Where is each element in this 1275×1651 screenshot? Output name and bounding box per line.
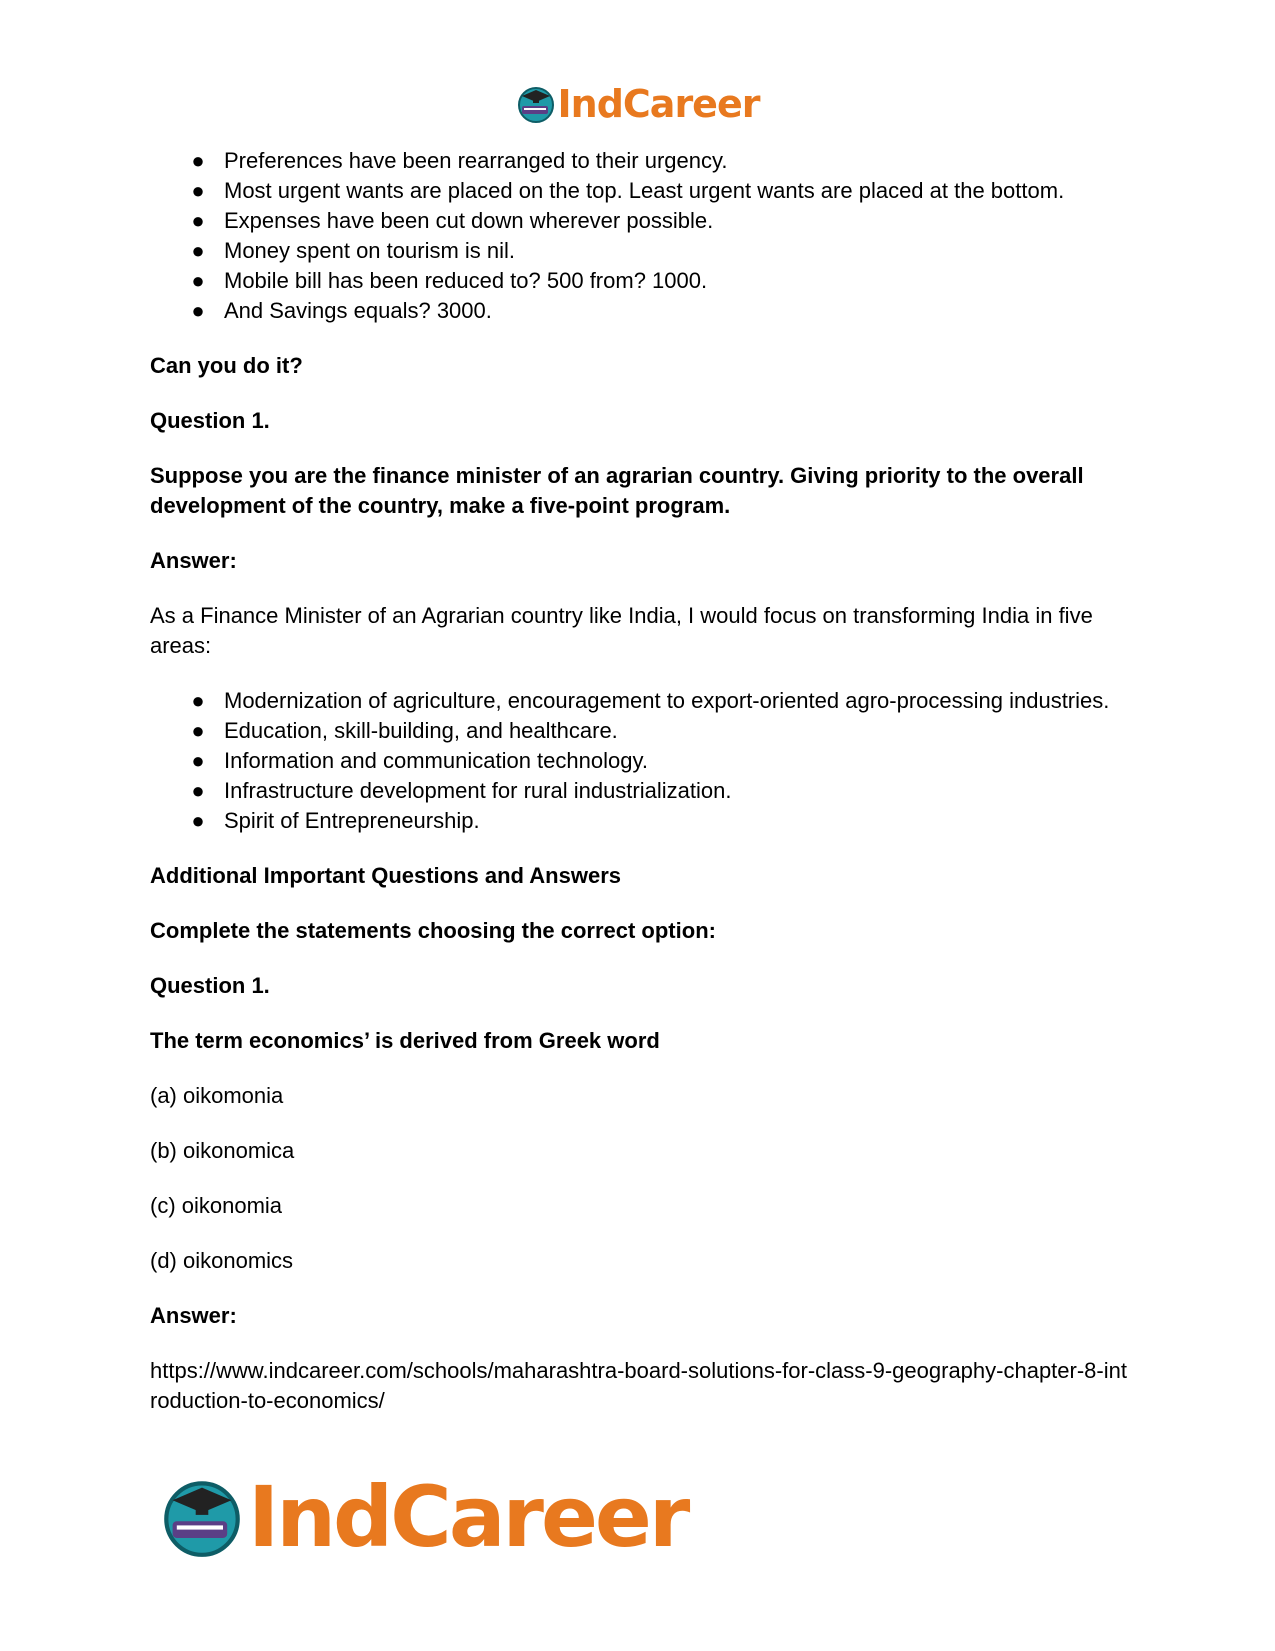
source-url-link[interactable]: https://www.indcareer.com/schools/maharashtra-board-solutions-for-class-9-geography-chapter-8-introduction-to-economics/ bbox=[150, 1358, 1127, 1413]
option-d: (d) oikonomics bbox=[150, 1248, 294, 1273]
answer-label: Answer: bbox=[150, 1303, 237, 1328]
graduation-cap-globe-icon bbox=[516, 84, 556, 124]
footer-logo-text: IndCareer bbox=[248, 1468, 688, 1566]
list-item: ● Information and communication technology. bbox=[191, 748, 648, 773]
list-item: ● Expenses have been cut down wherever possible. bbox=[191, 208, 714, 233]
list-item: ● Education, skill-building, and healthcare. bbox=[191, 718, 618, 743]
list-item: ● Money spent on tourism is nil. bbox=[191, 238, 516, 263]
graduation-cap-globe-icon bbox=[160, 1475, 244, 1559]
list-item: ● Mobile bill has been reduced to? 500 from? 1000. bbox=[191, 268, 708, 293]
header-logo-text: IndCareer bbox=[557, 82, 760, 126]
question-text: Suppose you are the finance minister of an agrarian country. Giving priority to the overall development of the country, make a five-point program. bbox=[150, 463, 1084, 518]
option-c: (c) oikonomia bbox=[150, 1193, 283, 1218]
option-b: (b) oikonomica bbox=[150, 1138, 295, 1163]
list-item: ● Preferences have been rearranged to their urgency. bbox=[191, 148, 728, 173]
section-heading: Additional Important Questions and Answers bbox=[150, 863, 622, 888]
top-bullet-list bbox=[150, 146, 1130, 326]
question-text: The term economics’ is derived from Greek word bbox=[150, 1028, 660, 1053]
section-heading: Can you do it? bbox=[150, 353, 303, 378]
header-logo bbox=[0, 82, 1275, 126]
answer-bullet-list bbox=[150, 686, 1130, 836]
list-item: ● And Savings equals? 3000. bbox=[191, 298, 492, 323]
question-label: Question 1. bbox=[150, 973, 270, 998]
option-a: (a) oikomonia bbox=[150, 1083, 284, 1108]
list-item: ● Modernization of agriculture, encouragement to export-oriented agro-processing industries. bbox=[191, 688, 1110, 713]
document-body bbox=[150, 146, 1130, 1416]
list-item: ● Spirit of Entrepreneurship. bbox=[191, 808, 480, 833]
instruction-text: Complete the statements choosing the correct option: bbox=[150, 918, 716, 943]
question-label: Question 1. bbox=[150, 408, 270, 433]
answer-label: Answer: bbox=[150, 548, 237, 573]
answer-intro: As a Finance Minister of an Agrarian country like India, I would focus on transforming India in five areas: bbox=[150, 603, 1093, 658]
list-item: ● Infrastructure development for rural industrialization. bbox=[191, 778, 732, 803]
footer-logo bbox=[160, 1468, 687, 1566]
list-item: ● Most urgent wants are placed on the top. Least urgent wants are placed at the bottom. bbox=[191, 178, 1065, 203]
